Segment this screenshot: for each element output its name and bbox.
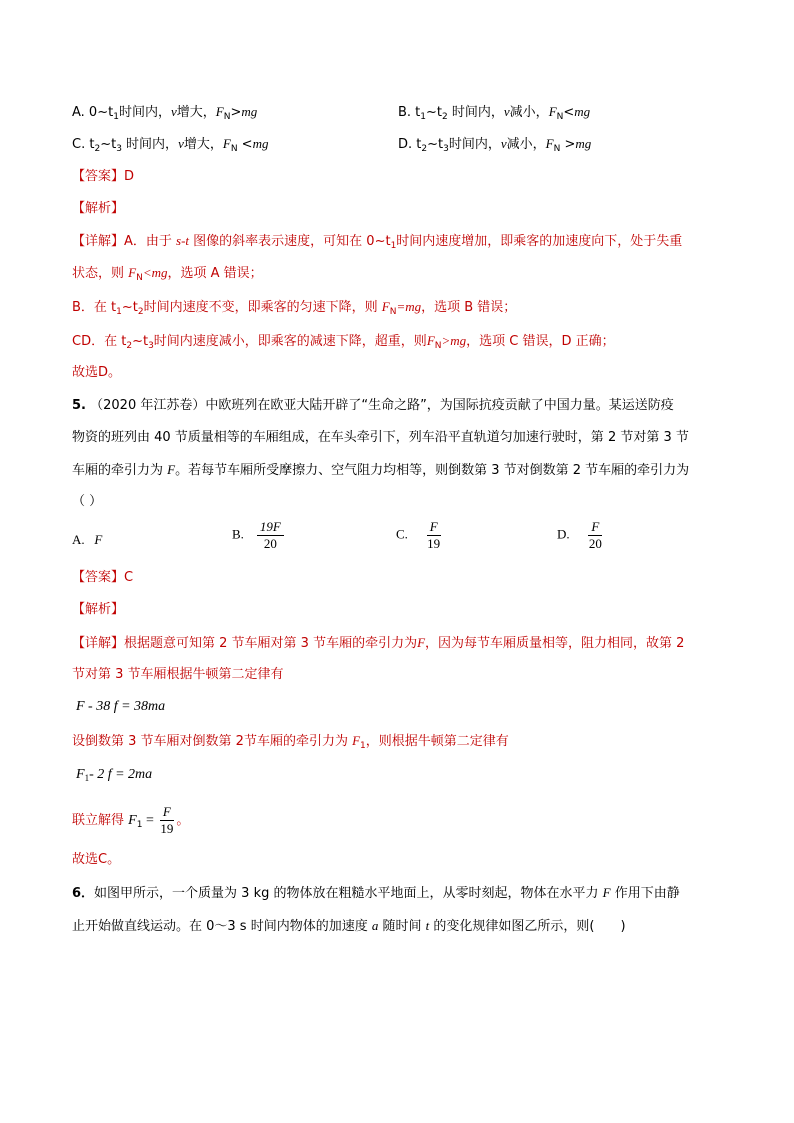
q4-option-c: C. $t_2\sim t_3$ 时间内，v增大，$F_N <mg$	[72, 136, 269, 154]
q4-detail-line-3: B．在 $t_1\sim t_2$时间内速度不变，即乘客的匀速下降，则 $F_N=mg$，选项 B 错误；	[72, 299, 517, 317]
q4-choose: 故选D。	[72, 365, 122, 380]
q4-option-a: A. $0\sim t_1$时间内，v增大，$F_N>mg$	[72, 104, 258, 122]
fraction-f-19-solve: $\frac{F}{19}$	[160, 804, 174, 836]
fraction-f-20: $\frac{F}{20}$	[588, 519, 602, 551]
q5-solve-line: 联立解得 $F_1$ = $\frac{F}{19}$ 。	[72, 804, 190, 836]
q4-detail-line-1: 【详解】A．由于 s-t 图像的斜率表示速度，可知在 $0\sim t_1$时间内速度增加，即乘客的加速度向下，处于失重	[72, 233, 683, 251]
q5-option-b: B. $\frac{19F}{20}$	[232, 520, 284, 551]
q4-answer: 【答案】D	[72, 169, 135, 184]
q4-option-d: D. $t_2\sim t_3$时间内，v减小，$F_N >mg$	[398, 136, 592, 154]
q5-stem-line-2: 物资的班列由 40 节质量相等的车厢组成，在车头牵引下，列车沿平直轨道匀加速行驶时，第 2 节对第 3 节	[72, 430, 689, 445]
q4-detail-line-4: CD．在 $t_2\sim t_3$时间内速度减小，即乘客的减速下降，超重，则$F_N>mg$，选项 C 错误，D 正确；	[72, 333, 615, 351]
q4-detail-line-2: 状态，则 $F_N<mg$，选项 A 错误；	[72, 265, 263, 283]
q5-stem-line-1: 5. （2020 年江苏卷）中欧班列在欧亚大陆开辟了“生命之路”，为国际抗疫贡献了中国力量。某运送防疫	[72, 398, 674, 413]
q5-detail-line-3: 设倒数第 3 节车厢对倒数第 2节车厢的牵引力为 $F_1$，则根据牛顿第二定律有	[72, 733, 509, 751]
q5-stem-line-3: 车厢的牵引力为 F。若每节车厢所受摩擦力、空气阻力均相等，则倒数第 3 节对倒数第 2 节车厢的牵引力为	[72, 462, 690, 478]
q5-option-a: A. F	[72, 532, 103, 547]
q5-choose: 故选C。	[72, 852, 121, 867]
q5-answer: 【答案】C	[72, 570, 134, 585]
q4-option-b: B. $t_1\sim t_2$ 时间内，v减小，$F_N<mg$	[398, 104, 591, 122]
q5-option-c: C. $\frac{F}{19}$	[396, 520, 443, 551]
fraction-19f-20: $\frac{19F}{20}$	[257, 520, 284, 551]
fraction-f-19: $\frac{F}{19}$	[427, 519, 441, 551]
q5-stem-line-4: （ ）	[72, 494, 103, 509]
q5-analysis-heading: 【解析】	[72, 602, 125, 617]
q6-stem-line-2: 止开始做直线运动。在 0～3 s 时间内物体的加速度 a 随时间 t 的变化规律如图乙所示，则( )	[72, 918, 626, 934]
q5-option-d: D. $\frac{F}{20}$	[557, 520, 605, 551]
q5-detail-line-2: 节对第 3 节车厢根据牛顿第二定律有	[72, 667, 284, 682]
q5-equation-2: $F_1-$ 2 f = 2ma	[76, 767, 153, 783]
q4-analysis-heading: 【解析】	[72, 201, 125, 216]
q5-detail-line-1: 【详解】根据题意可知第 2 节车厢对第 3 节车厢的牵引力为F，因为每节车厢质量相等，阻力相同，故第 2	[72, 635, 685, 651]
q5-equation-1: F - 38 f = 38ma	[76, 699, 166, 714]
q6-stem-line-1: 6．如图甲所示，一个质量为 3 kg 的物体放在粗糙水平地面上，从零时刻起，物体在水平力 F 作用下由静	[72, 885, 680, 901]
